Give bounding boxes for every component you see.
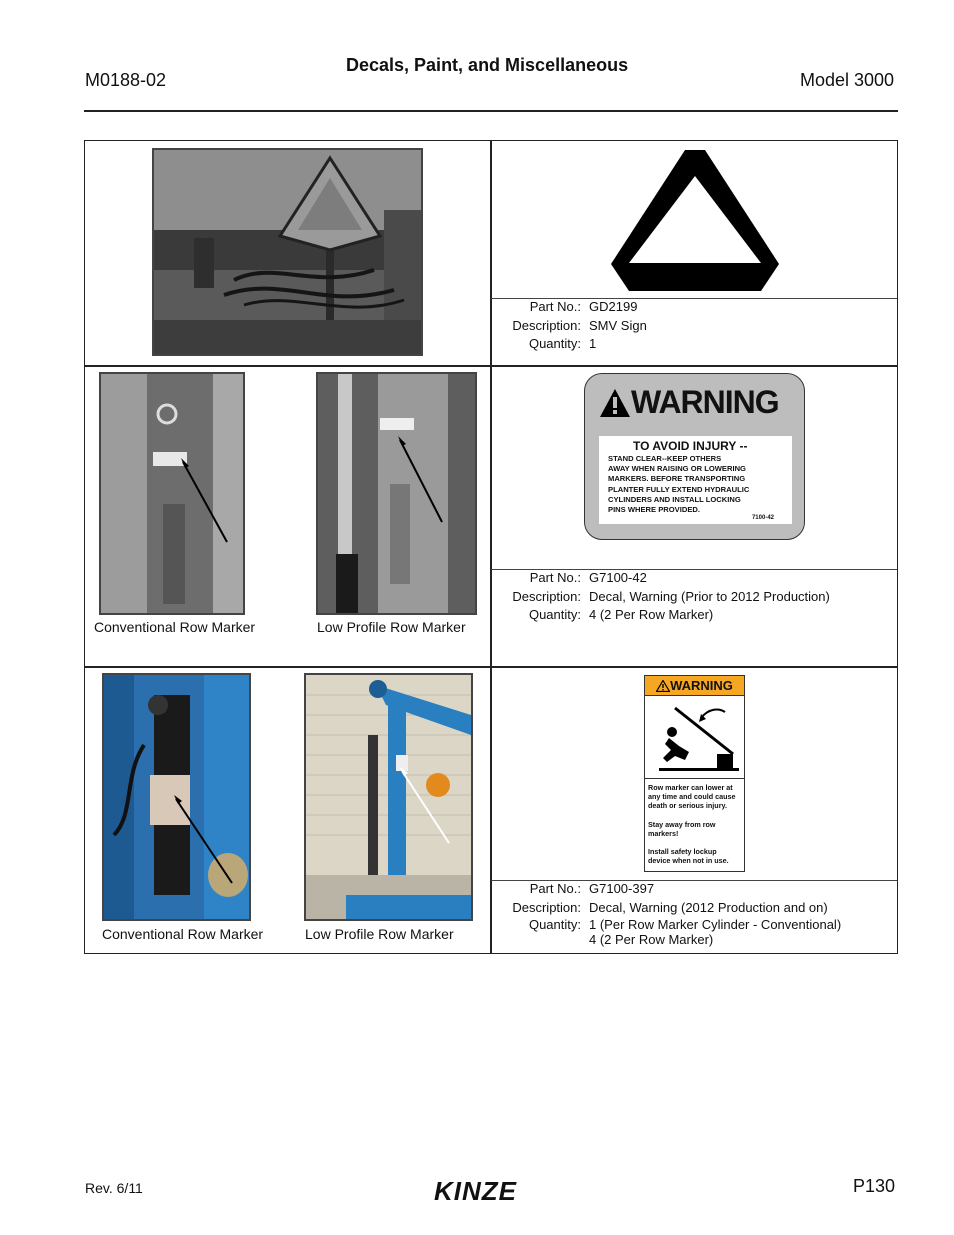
- part-info-g7100-42: [495, 569, 830, 625]
- description: SMV Sign: [589, 317, 647, 333]
- quantity-line-2: 4 (2 Per Row Marker): [589, 932, 714, 947]
- page-title: Decals, Paint, and Miscellaneous: [346, 55, 629, 75]
- caption-conventional-row-marker: Conventional Row Marker: [94, 619, 256, 635]
- decal-code: 7100-42: [751, 515, 774, 521]
- caption-low-profile-row-marker: Low Profile Row Marker: [317, 619, 466, 635]
- low-profile-row-marker-photo-1: [316, 372, 477, 615]
- warning-text: Stay away from row markers!: [648, 819, 716, 838]
- warning-text: Row marker can lower at any time and could cause death or serious injury.: [648, 783, 736, 811]
- description: Decal, Warning (2012 Production and on): [589, 899, 828, 915]
- warning-decal-7100-42: [584, 373, 805, 540]
- description-label: Description:: [512, 588, 581, 604]
- revision-label: Rev. 6/11: [85, 1180, 143, 1196]
- quantity-label: Quantity:: [528, 917, 581, 932]
- model-name: Model 3000: [800, 70, 895, 90]
- warning-subheading: TO AVOID INJURY --: [633, 439, 748, 453]
- low-profile-marker-illustration: [318, 374, 475, 613]
- description: Decal, Warning (Prior to 2012 Production): [589, 588, 830, 604]
- warning-decal-7100-397: [644, 675, 745, 872]
- column-divider: [490, 141, 492, 953]
- smv-triangle-icon: [609, 148, 781, 292]
- caption-conventional-row-marker-2: Conventional Row Marker: [102, 926, 264, 942]
- warning-line: AWAY WHEN RAISING OR LOWERING: [608, 464, 746, 474]
- description-label: Description:: [512, 317, 581, 333]
- warning-line: STAND CLEAR--KEEP OTHERS: [608, 454, 722, 463]
- warning-message-panel: [599, 436, 792, 524]
- quantity: 4 (2 Per Row Marker): [589, 607, 714, 622]
- warning-heading-text: WARNING: [631, 384, 779, 420]
- smv-sign-photo: [152, 148, 423, 356]
- kinze-logo: [430, 1176, 550, 1206]
- quantity-label: Quantity:: [528, 336, 581, 351]
- part-no-label: Part No.:: [529, 570, 581, 585]
- row-divider: [85, 666, 897, 668]
- low-profile-cylinder-illustration: [306, 675, 471, 919]
- part-no-label: Part No.:: [529, 881, 581, 896]
- part-info-gd2199: [495, 298, 647, 354]
- warning-heading: [599, 384, 779, 421]
- warning-lines: [608, 454, 749, 515]
- row-divider: [85, 365, 897, 367]
- quantity: 1 (Per Row Marker Cylinder - Conventional): [589, 917, 842, 932]
- page-number: P130: [853, 1176, 896, 1196]
- part-no: G7100-42: [589, 570, 647, 585]
- warning-triangle-icon: [599, 388, 631, 418]
- part-no: GD2199: [589, 299, 638, 314]
- warning-text: Install safety lockup device when not in use.: [648, 847, 729, 866]
- part-no: G7100-397: [589, 881, 655, 896]
- warning-line: CYLINDERS AND INSTALL LOCKING: [608, 494, 741, 504]
- warning-triangle-icon: [656, 680, 670, 692]
- warning-line: MARKERS. BEFORE TRANSPORTING: [608, 474, 746, 484]
- part-info-g7100-397: [495, 880, 841, 947]
- warning-text-block: [645, 778, 744, 869]
- conventional-row-marker-photo-1: [99, 372, 245, 615]
- kinze-logo-text: KINZE: [434, 1176, 517, 1206]
- warning-header-bar: [645, 676, 744, 696]
- smv-photo-illustration: [154, 150, 421, 354]
- description-label: Description:: [512, 899, 581, 915]
- warning-heading-text: WARNING: [670, 678, 733, 693]
- conventional-row-marker-photo-2: [102, 673, 251, 921]
- low-profile-row-marker-photo-2: [304, 673, 473, 921]
- part-no-label: Part No.:: [529, 299, 581, 314]
- caption-low-profile-row-marker-2: Low Profile Row Marker: [305, 926, 454, 942]
- warning-line: PINS WHERE PROVIDED.: [608, 505, 700, 515]
- conventional-marker-illustration: [101, 374, 243, 613]
- crush-hazard-pictogram-icon: [645, 696, 744, 778]
- quantity: 1: [589, 336, 597, 351]
- conventional-cylinder-illustration: [104, 675, 249, 919]
- warning-line: PLANTER FULLY EXTEND HYDRAULIC: [608, 484, 750, 494]
- document-number: M0188-02: [85, 70, 167, 90]
- quantity-label: Quantity:: [528, 607, 581, 622]
- header-divider: [84, 110, 898, 112]
